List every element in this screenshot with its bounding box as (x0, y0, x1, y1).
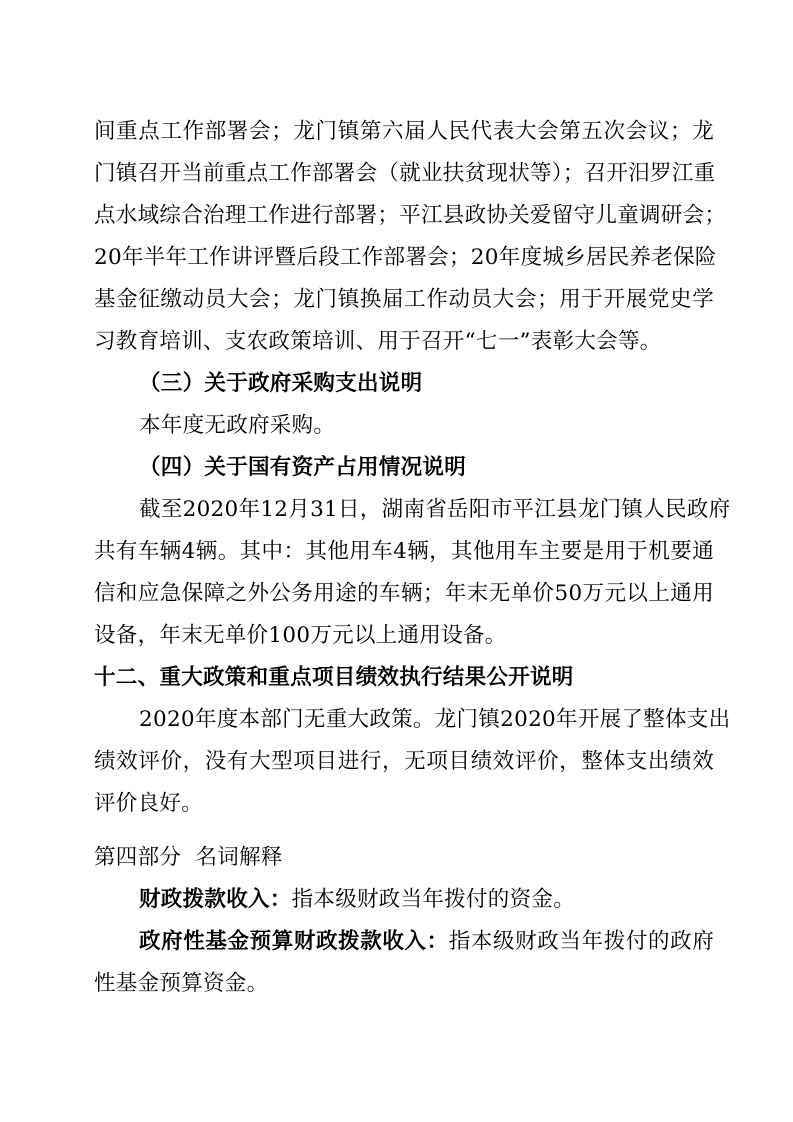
term-definition: 指本级财政当年拨付的政府 (448, 929, 715, 954)
section-heading-procurement: （三）关于政府采购支出说明 (139, 371, 423, 396)
paragraph-line: 评价良好。 (94, 791, 204, 816)
paragraph-line: 20年半年工作讲评暨后段工作部署会；20年度城乡居民养老保险 (94, 245, 717, 270)
paragraph-line: 性基金预算资金。 (94, 971, 269, 996)
term-name: 财政拨款收入： (139, 887, 292, 912)
paragraph-line: 截至2020年12月31日，湖南省岳阳市平江县龙门镇人民政府 (139, 497, 731, 522)
paragraph-line: 基金征缴动员大会；龙门镇换届工作动员大会；用于开展党史学 (94, 287, 714, 312)
paragraph-line: 点水域综合治理工作进行部署；平江县政协关爱留守儿童调研会； (94, 203, 727, 228)
paragraph-line: 共有车辆4辆。其中：其他用车4辆，其他用车主要是用于机要通 (94, 539, 714, 564)
paragraph-line: 绩效评价，没有大型项目进行，无项目绩效评价，整体支出绩效 (94, 749, 714, 774)
part-title: 第四部分 名词解释 (94, 845, 283, 870)
paragraph-line: 本年度无政府采购。 (139, 413, 336, 438)
section-heading-assets: （四）关于国有资产占用情况说明 (139, 455, 467, 480)
paragraph-line: 2020年度本部门无重大政策。龙门镇2020年开展了整体支出 (139, 707, 731, 732)
paragraph-line: 门镇召开当前重点工作部署会（就业扶贫现状等）；召开汨罗江重 (94, 161, 716, 186)
term-name: 政府性基金预算财政拨款收入： (139, 929, 449, 954)
term-entry (139, 927, 714, 957)
term-definition: 指本级财政当年拨付的资金。 (291, 887, 576, 912)
term-entry (139, 885, 714, 915)
paragraph-line: 间重点工作部署会；龙门镇第六届人民代表大会第五次会议；龙 (94, 119, 714, 144)
section-heading-performance: 十二、重大政策和重点项目绩效执行结果公开说明 (94, 665, 574, 690)
paragraph-line: 设备，年末无单价100万元以上通用设备。 (94, 623, 507, 648)
paragraph-line: 习教育培训、支农政策培训、用于召开“七一”表彰大会等。 (94, 329, 662, 354)
paragraph-line: 信和应急保障之外公务用途的车辆；年末无单价50万元以上通用 (94, 581, 714, 606)
